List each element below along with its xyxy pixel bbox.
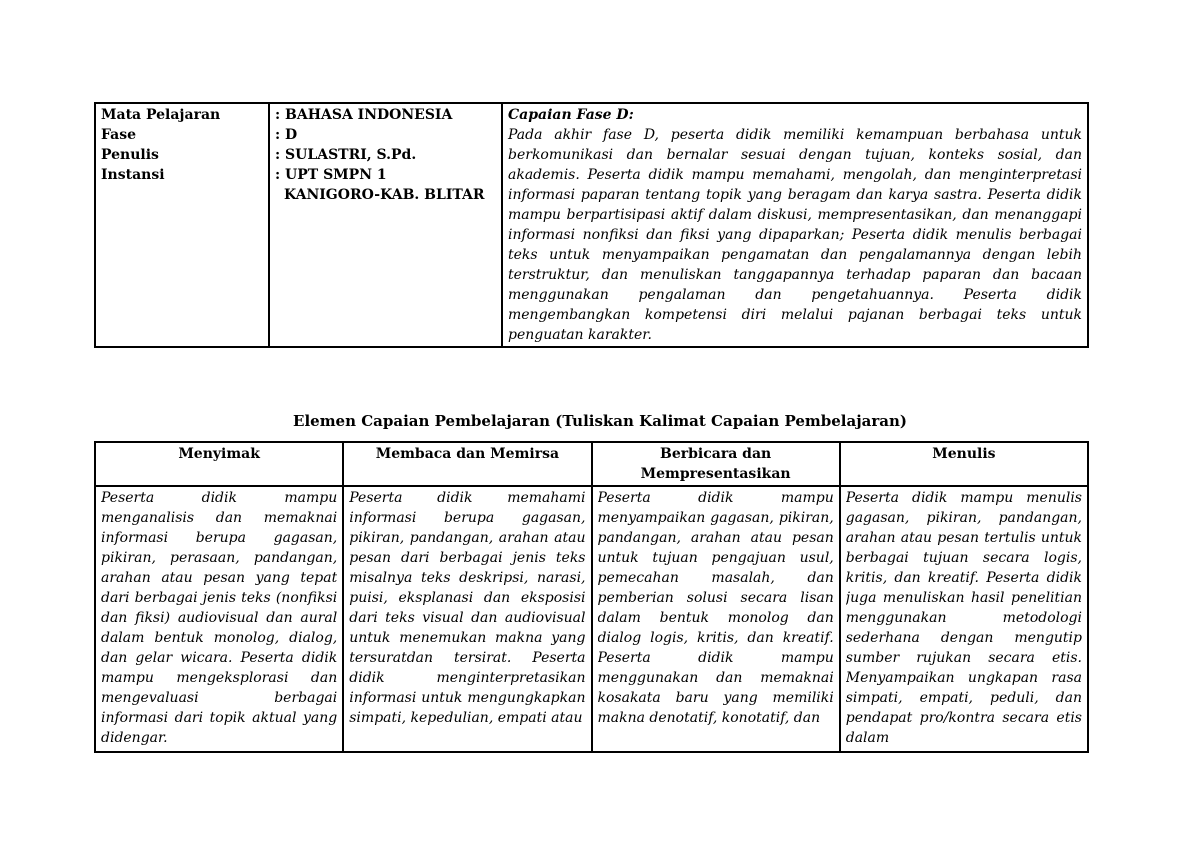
cell-menyimak: [95, 486, 343, 752]
label-instansi: Instansi: [101, 167, 165, 183]
value-penulis: : SULASTRI, S.Pd.: [275, 147, 417, 163]
capaian-fase-cell: [502, 103, 1088, 347]
identity-table: [94, 102, 1089, 348]
header-berbicara: Berbicara dan Mempresentasikan: [592, 442, 840, 486]
cell-berbicara: [592, 486, 840, 752]
value-fase: : D: [275, 127, 298, 143]
label-mata-pelajaran: Mata Pelajaran: [101, 107, 221, 123]
cell-menulis-text: Peserta didik mampu menulis gagasan, pikiran, pandangan, arahan atau pesan tertulis untuk berbagai tujuan secara logis, kritis, dan kreatif. Peserta didik juga menuliskan hasil penelitian menggunakan metodologi sederhana dengan mengutip sumber rujukan secara etis. Menyampaikan ungkapan rasa simpati, empati, peduli, dan pendapat pro/kontra secara etis dalam: [845, 490, 1082, 746]
label-fase: Fase: [101, 127, 137, 143]
label-penulis: Penulis: [101, 147, 159, 163]
value-instansi-cont: KANIGORO-KAB. BLITAR: [284, 187, 485, 203]
capaian-title: Capaian Fase D:: [508, 107, 634, 123]
section-title: Elemen Capaian Pembelajaran (Tuliskan Kalimat Capaian Pembelajaran): [293, 412, 907, 430]
value-mata-pelajaran: : BAHASA INDONESIA: [275, 107, 453, 123]
cell-berbicara-text: Peserta didik mampu menyampaikan gagasan, pikiran, pandangan, arahan atau pesan untuk tujuan pengajuan usul, pemecahan masalah, dan pemberian solusi secara lisan dalam bentuk monolog dan dialog logis, kritis, dan kreatif. Peserta didik mampu menggunakan dan memaknai kosakata baru yang memiliki makna denotatif, konotatif, dan: [597, 490, 834, 726]
header-menulis: Menulis: [840, 442, 1088, 486]
identity-labels: [95, 103, 269, 347]
cell-menyimak-text: Peserta didik mampu menganalisis dan memaknai informasi berupa gagasan, pikiran, perasaan, pandangan, arahan atau pesan yang tepat dari berbagai jenis teks (nonfiksi dan fiksi) audiovisual dan aural dalam bentuk monolog, dialog, dan gelar wicara. Peserta didik mampu mengeksplorasi dan mengevaluasi berbagai informasi dari topik aktual yang didengar.: [101, 490, 338, 746]
cell-menulis: [840, 486, 1088, 752]
header-membaca-memirsa: Membaca dan Memirsa: [343, 442, 591, 486]
header-menyimak: Menyimak: [95, 442, 343, 486]
identity-values: [269, 103, 502, 347]
cell-membaca-text: Peserta didik memahami informasi berupa gagasan, pikiran, pandangan, arahan atau pesan dari berbagai jenis teks misalnya teks deskripsi, narasi, puisi, eksplanasi dan eksposisi dari teks visual dan audiovisual untuk menemukan makna yang tersuratdan tersirat. Peserta didik menginterpretasikan informasi untuk mengungkapkan simpati, kepedulian, empati atau: [349, 490, 586, 726]
value-instansi: : UPT SMPN 1: [275, 167, 387, 183]
capaian-text: Pada akhir fase D, peserta didik memiliki kemampuan berbahasa untuk berkomunikasi dan bernalar sesuai dengan tujuan, konteks sosial, dan akademis. Peserta didik mampu memahami, mengolah, dan menginterpretasi informasi paparan tentang topik yang beragam dan karya sastra. Peserta didik mampu berpartisipasi aktif dalam diskusi, mempresentasikan, dan menanggapi informasi nonfiksi dan fiksi yang dipaparkan; Peserta didik menulis berbagai teks untuk menyampaikan pengamatan dan pengalamannya dengan lebih terstruktur, dan menuliskan tanggapannya terhadap paparan dan bacaan menggunakan pengalaman dan pengetahuannya. Peserta didik mengembangkan kompetensi diri melalui pajanan berbagai teks untuk penguatan karakter.: [508, 127, 1082, 343]
cell-membaca-memirsa: [343, 486, 591, 752]
elements-table: [94, 441, 1089, 753]
